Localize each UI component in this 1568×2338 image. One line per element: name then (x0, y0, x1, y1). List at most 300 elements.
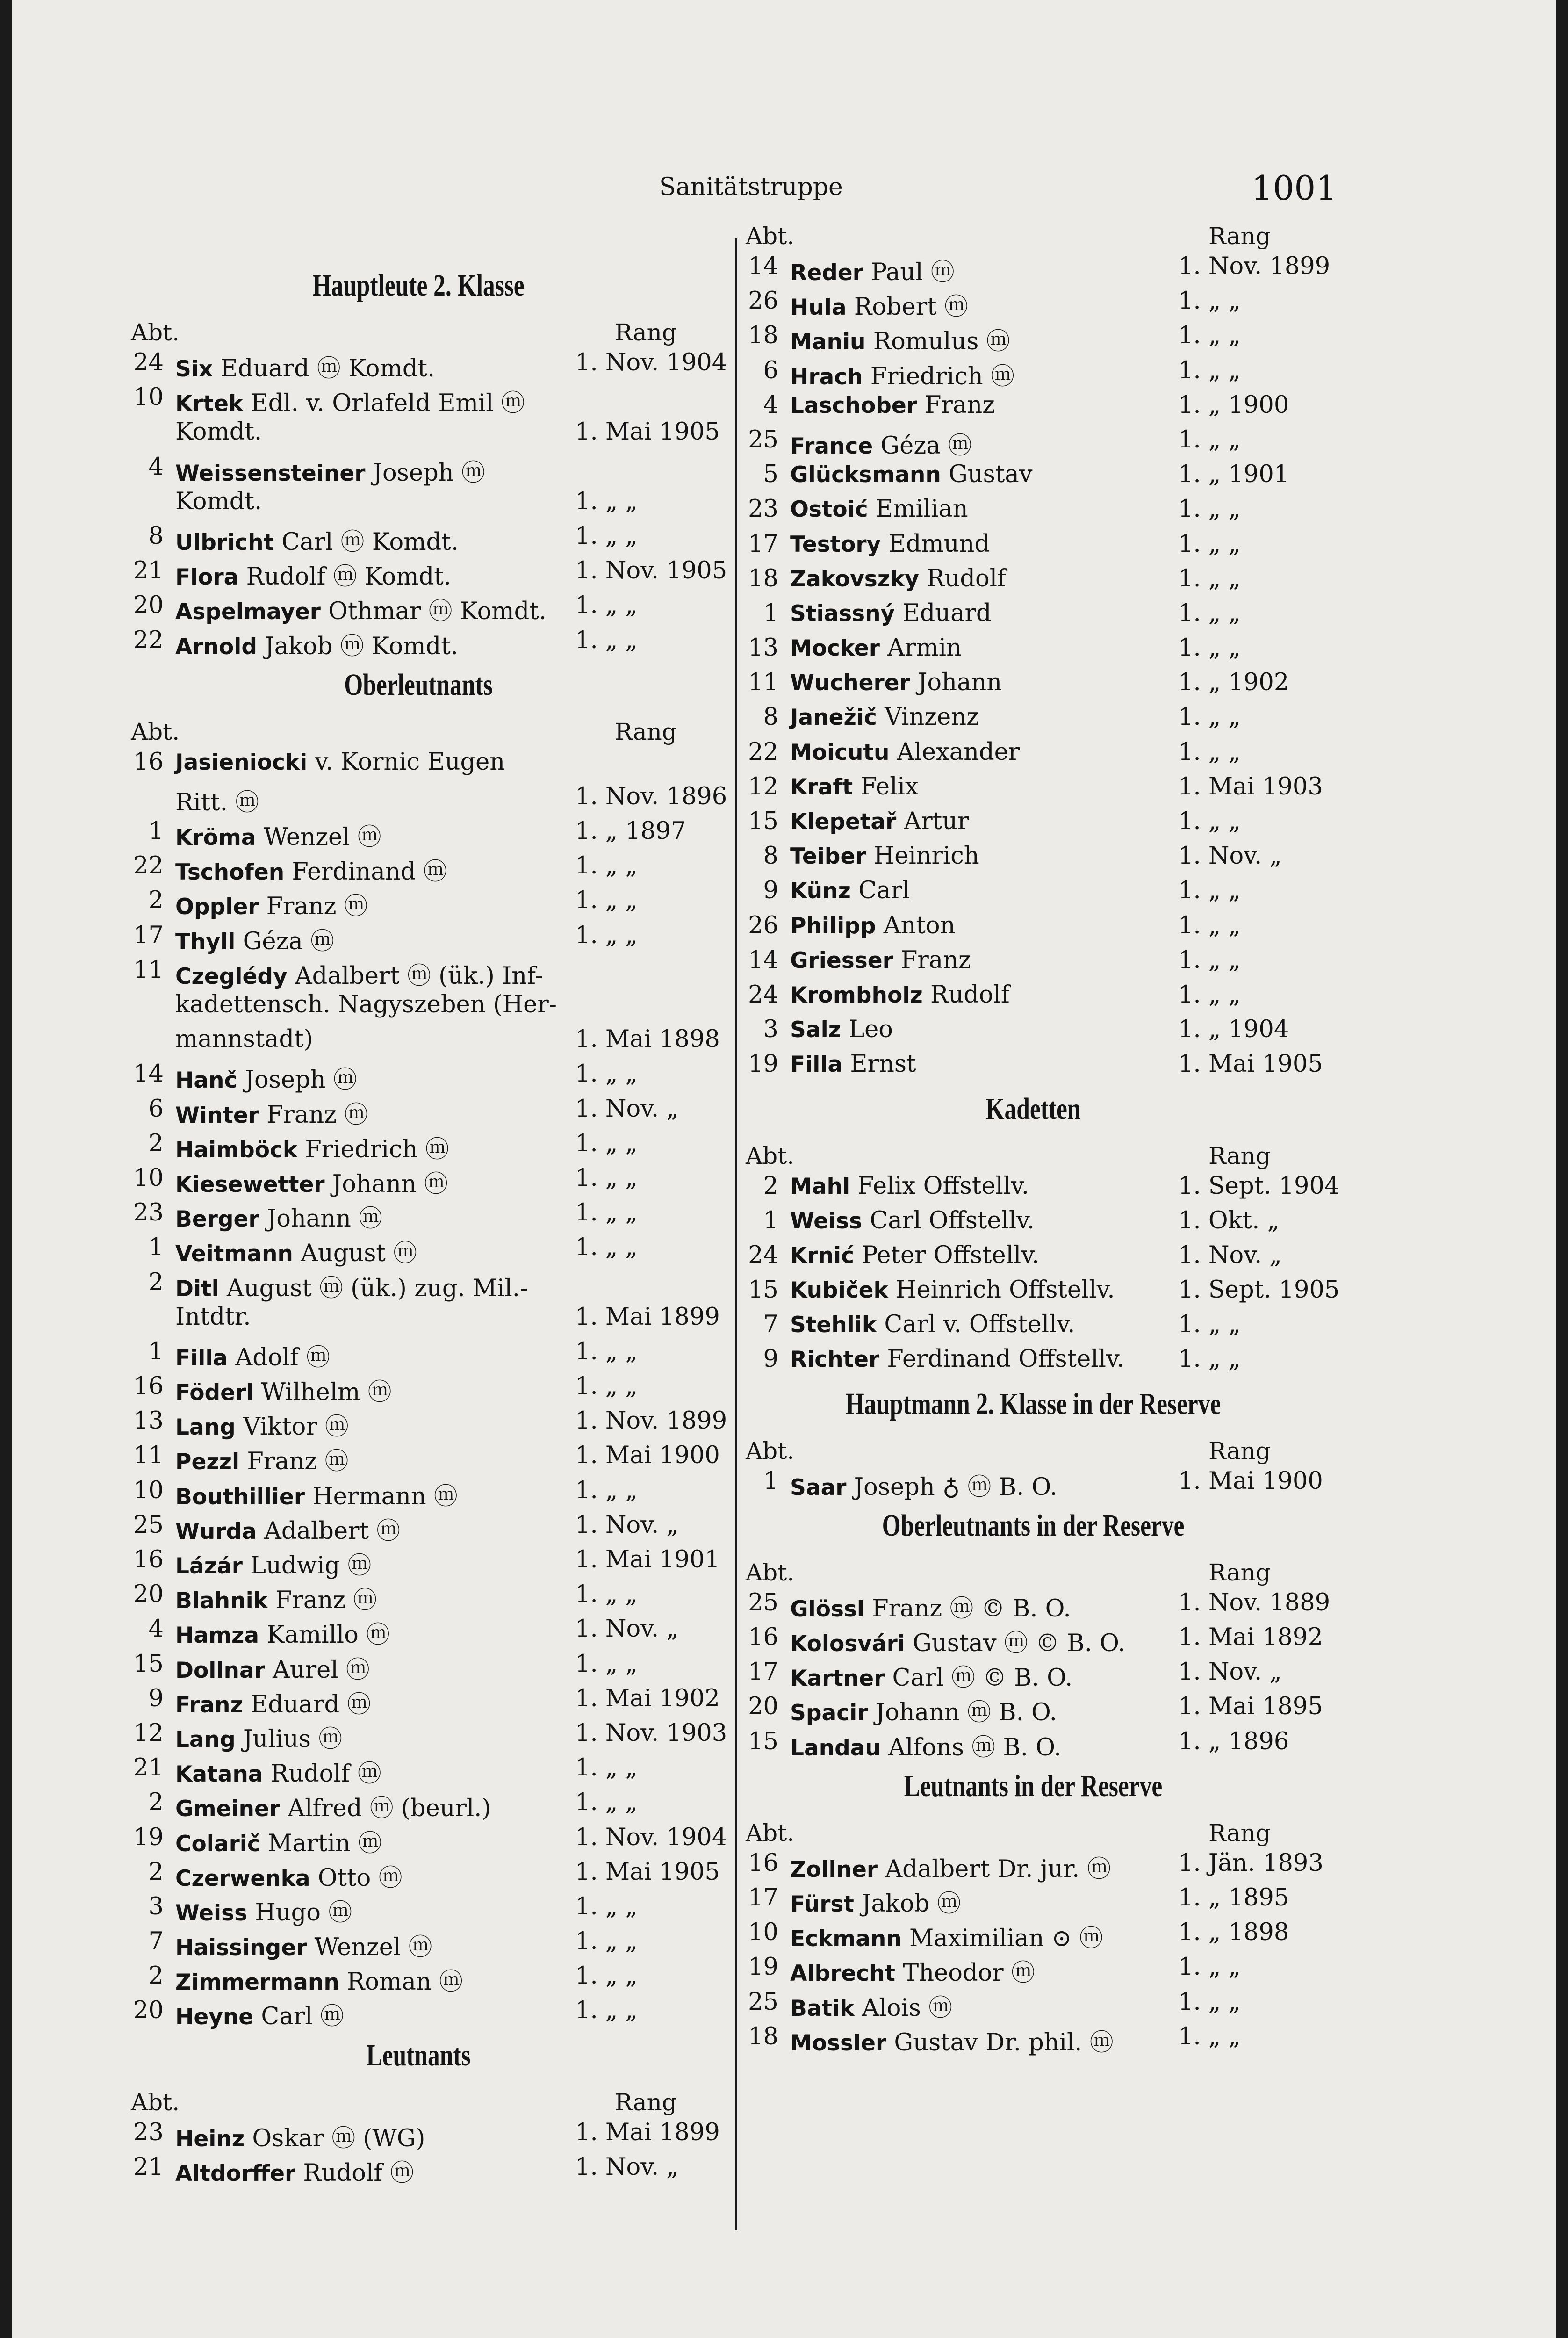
officer-name: Mahl Felix Offstellv. (790, 1172, 1029, 1200)
officer-name: Haissinger Wenzel ⓜ (175, 1934, 432, 1962)
officer-name: Glücksmann Gustav (790, 461, 1033, 489)
officer-name: Mossler Gustav Dr. phil. ⓜ (790, 2028, 1114, 2057)
section-title: Leutnants in der Reserve (904, 1768, 1163, 1803)
abt-number: 19 (748, 1050, 778, 1078)
roster-row (741, 1202, 1325, 1237)
roster-row (126, 952, 711, 990)
abt-number: 8 (148, 522, 164, 550)
column-divider (735, 238, 737, 2230)
roster-row (741, 1271, 1340, 1306)
abt-number: 12 (748, 772, 778, 801)
abt-number: 2 (148, 1962, 164, 1990)
rank-date: 1. Mai 1899 (575, 2118, 720, 2146)
roster-row (126, 1194, 711, 1233)
left-column (126, 257, 727, 2187)
abt-number: 4 (148, 1615, 164, 1643)
rank-date: 1. „ „ (1178, 599, 1241, 627)
officer-name: Heinz Oskar ⓜ (WG) (175, 2124, 425, 2152)
roster-row (126, 1610, 711, 1649)
abt-number: 2 (148, 887, 164, 915)
roster-row (126, 1507, 711, 1545)
officer-name: Fürst Jakob ⓜ (790, 1890, 961, 1918)
officer-name: Arnold Jakob ⓜ Komdt. (175, 632, 458, 660)
officer-name: Hanč Joseph ⓜ (175, 1066, 357, 1094)
abt-number: 17 (748, 1883, 778, 1912)
rank-date: 1. Jän. 1893 (1178, 1849, 1323, 1877)
abt-number: 19 (748, 1953, 778, 1981)
officer-name: Ostoić Emilian (790, 495, 968, 523)
rank-date: 1. „ „ (1178, 1311, 1241, 1339)
rang-header: Rang (1208, 1559, 1271, 1586)
rank-date: 1. „ „ (1178, 2022, 1241, 2050)
rank-date: 1. „ „ (1178, 738, 1241, 766)
abt-number: 18 (748, 564, 778, 592)
roster-row (126, 1125, 711, 1163)
roster-row (126, 1888, 711, 1927)
roster-row (741, 803, 1325, 837)
officer-name: Filla Adolf ⓜ (175, 1343, 330, 1371)
roster-row (741, 1653, 1325, 1692)
roster-row (741, 526, 1325, 560)
roster-row (741, 387, 1325, 421)
officer-name: Spacir Johann ⓜ B. O. (790, 1699, 1057, 1727)
abt-number: 18 (748, 2022, 778, 2050)
officer-name: Philipp Anton (790, 911, 956, 939)
roster-section (126, 265, 727, 660)
officer-name: Zimmermann Roman ⓜ (175, 1968, 463, 1996)
abt-number: 9 (148, 1684, 164, 1712)
abt-number: 11 (133, 956, 164, 984)
rank-date: 1. „ „ (575, 592, 638, 620)
officer-name: Zollner Adalbert Dr. jur. ⓜ (790, 1855, 1111, 1883)
abt-number: 22 (133, 852, 164, 880)
officer-name: Eckmann Maximilian ⊙ ⓜ (790, 1925, 1103, 1953)
rang-header: Rang (615, 2088, 677, 2116)
roster-row (126, 552, 727, 591)
roster-row (126, 483, 711, 518)
rank-date: 1. „ „ (1178, 322, 1241, 350)
officer-name: Ditl August ⓜ (ük.) zug. Mil.- (175, 1274, 528, 1302)
abt-number: 21 (133, 1754, 164, 1782)
page-header (608, 168, 1337, 210)
rank-date: 1. „ 1898 (1178, 1919, 1289, 1947)
rank-date: 1. „ „ (575, 1476, 638, 1504)
rank-date: 1. Mai 1895 (1178, 1693, 1323, 1721)
abt-header: Abt. (746, 1437, 795, 1465)
abt-header: Abt. (131, 718, 180, 745)
officer-name: Reder Paul ⓜ (790, 259, 955, 286)
officer-name: Teiber Heinrich (790, 842, 979, 870)
abt-number: 11 (133, 1442, 164, 1470)
roster-row (741, 317, 1325, 356)
scan-border-right (1556, 0, 1568, 2338)
rang-header: Rang (1208, 223, 1271, 250)
officer-name: Komdt. (175, 418, 262, 446)
abt-number: 22 (748, 738, 778, 766)
rank-date: 1. „ 1895 (1178, 1883, 1289, 1912)
rank-date: 1. „ 1897 (575, 817, 686, 845)
rank-date: 1. „ „ (1178, 426, 1241, 454)
officer-name: Thyll Géza ⓜ (175, 927, 335, 955)
roster-row (126, 2114, 720, 2152)
roster-row (126, 1992, 711, 2031)
roster-row (126, 1541, 720, 1580)
officer-name: Krtek Edl. v. Orlafeld Emil ⓜ (175, 390, 525, 418)
roster-row (741, 664, 1325, 699)
section-column-headers (741, 210, 1325, 248)
rank-date: 1. Mai 1900 (1178, 1467, 1323, 1495)
rank-date: 1. „ 1904 (1178, 1016, 1289, 1044)
roster-row (126, 379, 711, 418)
abt-number: 2 (148, 1858, 164, 1886)
rank-date: 1. Nov. 1904 (575, 349, 727, 376)
officer-name: kadettensch. Nagyszeben (Her- (175, 991, 557, 1018)
roster-row (126, 1055, 711, 1094)
rank-date: 1. Nov. 1903 (575, 1719, 727, 1747)
roster-row (741, 491, 1325, 525)
abt-number: 25 (748, 426, 778, 454)
roster-row (126, 1160, 711, 1198)
abt-number: 16 (748, 1624, 778, 1651)
roster-row (126, 1229, 711, 1268)
roster-row (741, 1948, 1325, 1987)
rank-date: 1. Mai 1905 (575, 1858, 720, 1886)
rank-date: 1. Mai 1905 (575, 418, 720, 446)
officer-name: Weiss Carl Offstellv. (790, 1206, 1035, 1234)
officer-name: Dollnar Aurel ⓜ (175, 1656, 370, 1684)
abt-number: 6 (763, 356, 778, 384)
section-title: Hauptleute 2. Klasse (312, 268, 525, 303)
officer-name: Blahnik Franz ⓜ (175, 1587, 377, 1615)
abt-header: Abt. (746, 1142, 795, 1169)
officer-name: Wurda Adalbert ⓜ (175, 1517, 401, 1545)
rang-header: Rang (615, 319, 677, 346)
section-column-headers (126, 706, 711, 743)
rank-date: 1. Nov. 1905 (575, 557, 727, 585)
rank-date: 1. „ 1900 (1178, 391, 1289, 419)
abt-number: 23 (748, 495, 778, 523)
roster-row (741, 1011, 1325, 1046)
roster-row (126, 743, 711, 778)
abt-header: Abt. (131, 2088, 180, 2116)
rank-date: 1. Nov. „ (1178, 842, 1282, 870)
roster-row (126, 1402, 727, 1441)
roster-row (741, 1341, 1325, 1375)
abt-number: 7 (763, 1311, 778, 1339)
officer-name: Six Eduard ⓜ Komdt. (175, 355, 435, 382)
roster-row (126, 1090, 711, 1129)
officer-name: Winter Franz ⓜ (175, 1101, 368, 1129)
officer-name: Richter Ferdinand Offstellv. (790, 1345, 1124, 1373)
roster-row (741, 2018, 1325, 2057)
abt-number: 21 (133, 557, 164, 585)
abt-number: 22 (133, 626, 164, 654)
roster-row (126, 813, 711, 851)
abt-number: 6 (148, 1095, 164, 1123)
officer-name: Griesser Franz (790, 946, 971, 974)
officer-name: Weissensteiner Joseph ⓜ (175, 459, 485, 487)
abt-header: Abt. (746, 1819, 795, 1847)
officer-name: Zakovszky Rudolf (790, 564, 1006, 592)
rang-header: Rang (615, 718, 677, 745)
officer-name: Gmeiner Alfred ⓜ (beurl.) (175, 1795, 491, 1823)
roster-row (741, 872, 1325, 907)
rank-date: 1. „ „ (575, 1580, 638, 1609)
roster-section (126, 2035, 720, 2187)
officer-name: Föderl Wilhelm ⓜ (175, 1378, 392, 1407)
abt-number: 2 (148, 1789, 164, 1817)
roster-row (126, 1680, 720, 1718)
abt-number: 24 (748, 1241, 778, 1269)
rank-date: 1. „ „ (575, 1164, 638, 1192)
roster-row (741, 1237, 1325, 1271)
rank-date: 1. „ „ (575, 1962, 638, 1990)
officer-name: Kubiček Heinrich Offstellv. (790, 1276, 1115, 1304)
roster-row (126, 1715, 727, 1753)
roster-section (126, 664, 727, 2031)
roster-row (126, 1264, 711, 1302)
officer-name: Oppler Franz ⓜ (175, 893, 368, 921)
right-column (741, 223, 1340, 2057)
rank-date: 1. Mai 1902 (575, 1684, 720, 1712)
rank-date: 1. „ 1902 (1178, 669, 1289, 697)
roster-row (126, 1784, 711, 1823)
roster-row (126, 1333, 711, 1371)
rank-date: 1. Nov. 1899 (1178, 253, 1331, 280)
rank-date: 1. „ „ (575, 1234, 638, 1262)
roster-row (126, 2149, 711, 2187)
rang-header: Rang (1208, 1142, 1271, 1169)
abt-number: 25 (748, 1588, 778, 1616)
rank-date: 1. „ „ (575, 1927, 638, 1956)
abt-header: Abt. (746, 223, 795, 250)
section-title: Kadetten (985, 1091, 1081, 1126)
abt-number: 1 (148, 1234, 164, 1262)
officer-name: Laschober Franz (790, 391, 995, 419)
abt-number: 24 (748, 981, 778, 1009)
roster-row (741, 1723, 1325, 1761)
rank-date: 1. „ „ (575, 1129, 638, 1157)
abt-number: 14 (748, 946, 778, 974)
rank-date: 1. Mai 1898 (575, 1025, 720, 1054)
roster-row (741, 1845, 1325, 1883)
abt-number: 16 (133, 748, 164, 776)
rank-date: 1. Nov. „ (575, 1511, 679, 1539)
rank-date: 1. Mai 1899 (575, 1303, 720, 1331)
rank-date: 1. „ „ (575, 626, 638, 654)
section-title: Leutnants (366, 2038, 471, 2072)
rank-date: 1. „ „ (1178, 946, 1241, 974)
roster-section (741, 1505, 1331, 1761)
officer-name: Kiesewetter Johann ⓜ (175, 1170, 448, 1198)
abt-number: 14 (133, 1060, 164, 1088)
rank-date: 1. Nov. „ (1178, 1658, 1282, 1686)
officer-name: Kröma Wenzel ⓜ (175, 823, 381, 851)
rank-date: 1. „ „ (575, 522, 638, 550)
abt-number: 17 (748, 530, 778, 558)
rank-date: 1. „ „ (575, 1997, 638, 2025)
scan-border-left (0, 0, 12, 2338)
abt-number: 26 (748, 287, 778, 315)
abt-number: 26 (748, 911, 778, 939)
rank-date: 1. „ „ (575, 1060, 638, 1088)
officer-name: Czerwenka Otto ⓜ (175, 1864, 403, 1892)
abt-number: 10 (748, 1919, 778, 1947)
roster-row (741, 1306, 1325, 1341)
abt-number: 23 (133, 2118, 164, 2146)
roster-row (741, 456, 1325, 491)
section-column-headers (741, 1425, 1325, 1463)
roster-row (741, 837, 1325, 872)
roster-section (741, 1088, 1340, 1376)
rank-date: 1. Sept. 1904 (1178, 1172, 1340, 1200)
roster-row (741, 976, 1325, 1011)
rank-date: 1. „ „ (1178, 356, 1241, 384)
rank-date: 1. „ „ (1178, 287, 1241, 315)
roster-row (126, 1923, 711, 1962)
rank-date: 1. Sept. 1905 (1178, 1276, 1340, 1304)
rank-date: 1. Nov. „ (1178, 1241, 1282, 1269)
officer-name: Aspelmayer Othmar ⓜ Komdt. (175, 598, 547, 626)
roster-row (741, 768, 1325, 803)
rank-date: 1. Mai 1900 (575, 1442, 720, 1470)
officer-name: Krombholz Rudolf (790, 981, 1010, 1009)
abt-number: 9 (763, 1345, 778, 1373)
roster-row (126, 622, 711, 660)
officer-name: Moicutu Alexander (790, 738, 1020, 766)
abt-number: 17 (748, 1658, 778, 1686)
officer-name: Flora Rudolf ⓜ Komdt. (175, 563, 451, 591)
rank-date: 1. „ 1901 (1178, 461, 1289, 489)
abt-number: 10 (133, 1164, 164, 1192)
roster-row (741, 734, 1325, 768)
rank-date: 1. „ „ (575, 852, 638, 880)
rank-date: 1. Nov. 1896 (575, 782, 727, 810)
rank-date: 1. Mai 1903 (1178, 772, 1323, 801)
rank-date: 1. „ „ (575, 1337, 638, 1365)
roster-row (741, 699, 1325, 733)
officer-name: Franz Eduard ⓜ (175, 1690, 371, 1718)
officer-name: Glössl Franz ⓜ © B. O. (790, 1595, 1071, 1623)
abt-header: Abt. (131, 319, 180, 346)
roster-row (741, 1879, 1325, 1918)
roster-row (126, 1299, 720, 1333)
officer-name: Filla Ernst (790, 1050, 916, 1078)
abt-number: 2 (148, 1268, 164, 1296)
officer-name: Stiassný Eduard (790, 599, 992, 627)
roster-row (126, 1749, 711, 1788)
roster-row (126, 518, 711, 556)
officer-name: Veitmann August ⓜ (175, 1240, 417, 1268)
abt-number: 1 (148, 817, 164, 845)
roster-row (126, 587, 711, 626)
officer-name: Maniu Romulus ⓜ (790, 328, 1010, 356)
abt-number: 1 (763, 1206, 778, 1234)
section-title: Oberleutnants (344, 667, 493, 702)
section-title: Oberleutnants in der Reserve (882, 1508, 1185, 1543)
rang-header: Rang (1208, 1819, 1271, 1847)
officer-name: Künz Carl (790, 877, 910, 905)
section-title: Hauptmann 2. Klasse in der Reserve (845, 1386, 1221, 1421)
abt-number: 4 (148, 453, 164, 481)
section-column-headers (126, 2077, 711, 2114)
section-column-headers (741, 1807, 1325, 1845)
officer-name: Jasieniocki v. Kornic Eugen (175, 748, 505, 776)
abt-number: 3 (763, 1016, 778, 1044)
rank-date: 1. Mai 1901 (575, 1546, 720, 1573)
abt-number: 5 (763, 461, 778, 489)
abt-number: 10 (133, 383, 164, 411)
officer-name: Lang Viktor ⓜ (175, 1413, 349, 1441)
roster-row (126, 1368, 711, 1407)
officer-name: Katana Rudolf ⓜ (175, 1760, 381, 1788)
officer-name: Weiss Hugo ⓜ (175, 1898, 352, 1927)
rang-header: Rang (1208, 1437, 1271, 1465)
abt-number: 25 (133, 1511, 164, 1539)
roster-row (126, 847, 711, 886)
rank-date: 1. „ „ (575, 921, 638, 949)
officer-name: Batik Alois ⓜ (790, 1994, 953, 2022)
abt-number: 2 (763, 1172, 778, 1200)
abt-number: 19 (133, 1823, 164, 1851)
rank-date: 1. „ „ (1178, 808, 1241, 835)
rank-date: 1. „ „ (575, 1650, 638, 1678)
officer-name: Berger Johann ⓜ (175, 1205, 383, 1233)
abt-number: 20 (133, 1997, 164, 2025)
officer-name: Ritt. ⓜ (175, 788, 259, 816)
roster-row (741, 248, 1331, 286)
rank-date: 1. Mai 1905 (1178, 1050, 1323, 1078)
abt-number: 2 (148, 1129, 164, 1157)
roster-row (741, 1914, 1325, 1953)
rank-date: 1. Nov. „ (575, 2153, 679, 2181)
rank-date: 1. „ „ (575, 887, 638, 915)
officer-name: Janežič Vinzenz (790, 703, 979, 731)
officer-name: Tschofen Ferdinand ⓜ (175, 858, 447, 886)
officer-name: Czeglédy Adalbert ⓜ (ük.) Inf- (175, 962, 543, 990)
rank-date: 1. „ 1896 (1178, 1727, 1289, 1755)
roster-row (741, 595, 1325, 629)
abt-number: 25 (748, 1988, 778, 2016)
abt-number: 14 (748, 253, 778, 280)
officer-name: Stehlik Carl v. Offstellv. (790, 1311, 1075, 1339)
roster-row (126, 1576, 711, 1615)
abt-number: 17 (133, 921, 164, 949)
officer-name: Wucherer Johann (790, 669, 1002, 697)
roster-row (126, 917, 711, 955)
roster-row (126, 1957, 711, 1996)
officer-name: Hula Robert ⓜ (790, 293, 968, 321)
officer-name: France Géza ⓜ (790, 432, 972, 460)
officer-name: Salz Leo (790, 1016, 893, 1044)
roster-row (126, 1437, 720, 1476)
officer-name: Landau Alfons ⓜ B. O. (790, 1733, 1062, 1761)
rank-date: 1. „ „ (1178, 564, 1241, 592)
roster-row (741, 1688, 1325, 1727)
rank-date: 1. „ „ (1178, 634, 1241, 662)
officer-name: Kraft Felix (790, 772, 919, 801)
rank-date: 1. „ „ (575, 487, 638, 515)
officer-name: Krnić Peter Offstellv. (790, 1241, 1040, 1269)
rank-date: 1. „ „ (1178, 1953, 1241, 1981)
abt-number: 15 (748, 808, 778, 835)
roster-row (741, 352, 1325, 390)
officer-name: Saar Joseph ♁ ⓜ B. O. (790, 1473, 1057, 1501)
abt-number: 1 (148, 1337, 164, 1365)
officer-name: Testory Edmund (790, 530, 990, 558)
abt-number: 21 (133, 2153, 164, 2181)
roster-row (741, 1463, 1325, 1501)
